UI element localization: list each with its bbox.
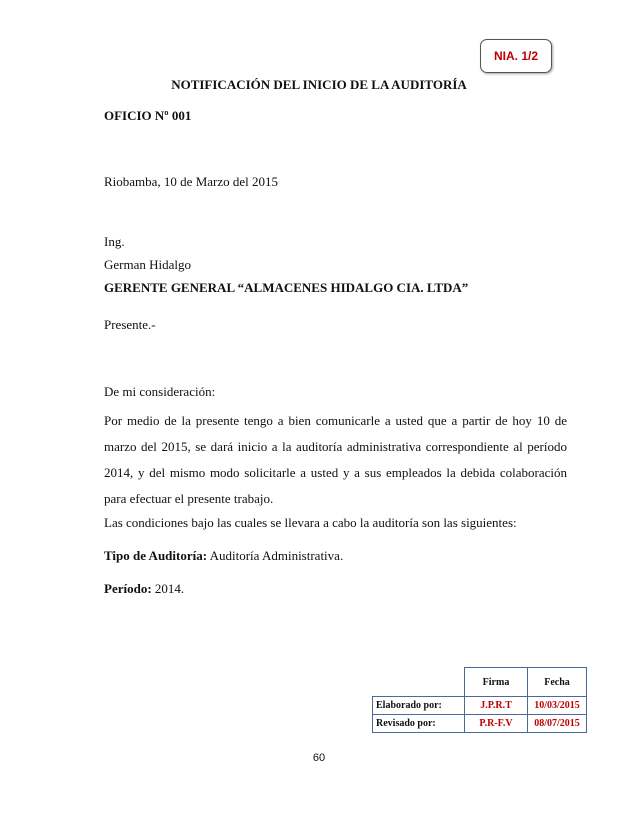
- period-label: Período:: [104, 581, 152, 596]
- oficio-number: OFICIO Nº 001: [104, 108, 192, 123]
- audit-type-label: Tipo de Auditoría:: [104, 548, 208, 563]
- page-number: 60: [312, 752, 326, 764]
- period-value: 2014.: [151, 581, 185, 596]
- row-fecha: 08/07/2015: [528, 715, 587, 733]
- recipient-position: GERENTE GENERAL “ALMACENES HIDALGO CIA. LTDA”: [104, 280, 469, 295]
- salutation: De mi consideración:: [104, 384, 216, 399]
- audit-type-value: Auditoría Administrativa.: [207, 548, 344, 563]
- audit-type-line: [104, 548, 343, 564]
- row-fecha: 10/03/2015: [528, 697, 587, 715]
- period-line: [104, 581, 184, 597]
- place-date: Riobamba, 10 de Marzo del 2015: [104, 174, 279, 189]
- row-firma: P.R-F.V: [465, 715, 528, 733]
- row-label: Revisado por:: [373, 715, 465, 733]
- signature-table-header: [373, 668, 587, 697]
- document-title: NOTIFICACIÓN DEL INICIO DE LA AUDITORÍA: [171, 77, 467, 92]
- header-fecha: Fecha: [528, 668, 587, 697]
- reference-code-badge: [480, 39, 552, 73]
- reference-code-text: NIA. 1/2: [493, 49, 538, 63]
- presente-line: Presente.-: [104, 317, 156, 332]
- table-row: [373, 715, 587, 733]
- row-label: Elaborado por:: [373, 697, 465, 715]
- header-blank-cell: [373, 668, 465, 697]
- conditions-intro: Las condiciones bajo las cuales se llevara a cabo la auditoría son las siguientes:: [104, 515, 517, 530]
- recipient-name: German Hidalgo: [104, 257, 192, 272]
- recipient-title: Ing.: [104, 234, 125, 249]
- table-row: [373, 697, 587, 715]
- signature-table: [372, 667, 587, 733]
- body-paragraph: Por medio de la presente tengo a bien comunicarle a usted que a partir de hoy 10 de marzo del 2015, se dará inicio a la auditoría administrativa correspondiente al período 2014, y del mismo modo solicitarle a usted y a sus empleados la debida colaboración para efectuar el presente trabajo.: [104, 413, 567, 506]
- header-firma: Firma: [465, 668, 528, 697]
- row-firma: J.P.R.T: [465, 697, 528, 715]
